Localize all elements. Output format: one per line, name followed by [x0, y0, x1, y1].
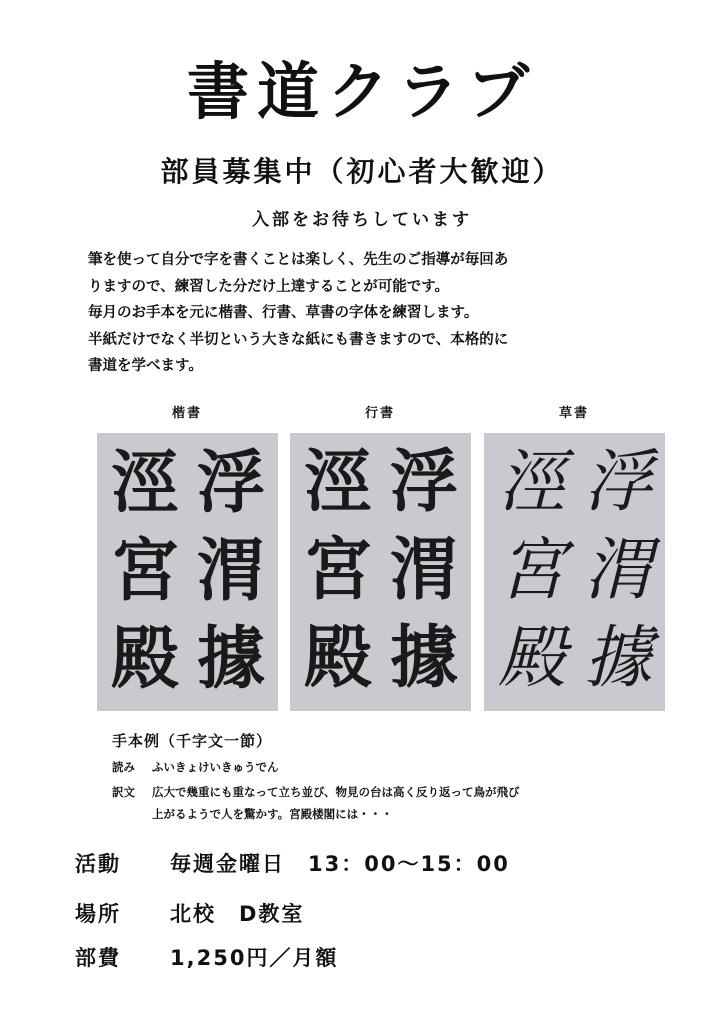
- calligraphy-photo-sosho: [484, 433, 665, 711]
- place-row: [75, 898, 304, 928]
- calligraphy-char: 據: [583, 619, 652, 698]
- intro-line: 筆を使って自分で字を書くことは楽しく、先生のご指導が毎回あ: [88, 252, 509, 268]
- char-column: [578, 439, 658, 703]
- fee-value: 1,250円／月額: [170, 946, 339, 970]
- calligraphy-char: 殿: [303, 619, 372, 698]
- sample-label-sosho: 草書: [558, 406, 589, 421]
- calligraphy-photo-gyosho: [290, 433, 471, 711]
- fee-label: 部費: [75, 946, 121, 970]
- reading-row: [112, 756, 279, 778]
- calligraphy-char: 殿: [497, 619, 566, 698]
- activity-label: 活動: [75, 852, 121, 876]
- place-value: 北校 D教室: [170, 902, 305, 926]
- char-column: [105, 439, 185, 703]
- translation-label: 訳文: [112, 785, 135, 799]
- sample-label-gyosho: 行書: [364, 406, 395, 421]
- activity-value: 毎週金曜日 13：00〜15：00: [170, 852, 510, 876]
- recruit-subtitle: 部員募集中（初心者大歓迎）: [160, 155, 564, 188]
- intro-line: 毎月のお手本を元に楷書、行書、草書の字体を練習します。: [88, 305, 479, 321]
- calligraphy-char: 宮: [110, 531, 179, 611]
- translation-text: 広大で幾重にも重なって立ち並び、物見の台は高く反り返って鳥が飛び: [152, 785, 520, 799]
- intro-line: 半紙だけでなく半切という大きな紙にも書きますので、本格的に: [88, 331, 509, 348]
- translation-text-cont: 上がるようで人を驚かす。宮殿楼閣には・・・: [152, 807, 393, 821]
- calligraphy-char: 據: [389, 619, 458, 698]
- page-title: 書道クラブ: [186, 55, 537, 128]
- calligraphy-char: 宮: [497, 531, 566, 610]
- example-heading: 手本例（千字文一節）: [112, 732, 273, 750]
- char-column: [492, 439, 572, 703]
- calligraphy-char: 宮: [303, 531, 372, 610]
- char-column: [384, 439, 464, 703]
- calligraphy-char: 渭: [389, 531, 458, 610]
- place-label: 場所: [75, 902, 121, 926]
- calligraphy-char: 涇: [110, 443, 179, 523]
- calligraphy-photo-kaisho: [97, 433, 278, 711]
- intro-line: 書道を学べます。: [88, 358, 203, 374]
- activity-row: [75, 848, 510, 878]
- calligraphy-char: 渭: [196, 531, 265, 611]
- calligraphy-char: 浮: [389, 443, 458, 522]
- reading-text: ふいきょけいきゅうでん: [152, 760, 279, 774]
- intro-line: りますので、練習した分だけ上達することが可能です。: [88, 278, 450, 295]
- calligraphy-char: 浮: [196, 443, 265, 523]
- calligraphy-char: 涇: [303, 443, 372, 522]
- reading-label: 読み: [112, 760, 135, 774]
- calligraphy-char: 浮: [583, 443, 652, 522]
- char-column: [191, 439, 271, 703]
- sample-label-kaisho: 楷書: [171, 406, 202, 421]
- calligraphy-char: 殿: [110, 619, 179, 699]
- translation-row: [112, 781, 520, 803]
- calligraphy-char: 涇: [497, 443, 566, 522]
- tagline: 入部をお待ちしています: [252, 210, 472, 230]
- intro-text: [88, 247, 664, 380]
- calligraphy-char: 渭: [583, 531, 652, 610]
- calligraphy-char: 據: [196, 619, 265, 699]
- fee-row: [75, 942, 338, 972]
- char-column: [298, 439, 378, 703]
